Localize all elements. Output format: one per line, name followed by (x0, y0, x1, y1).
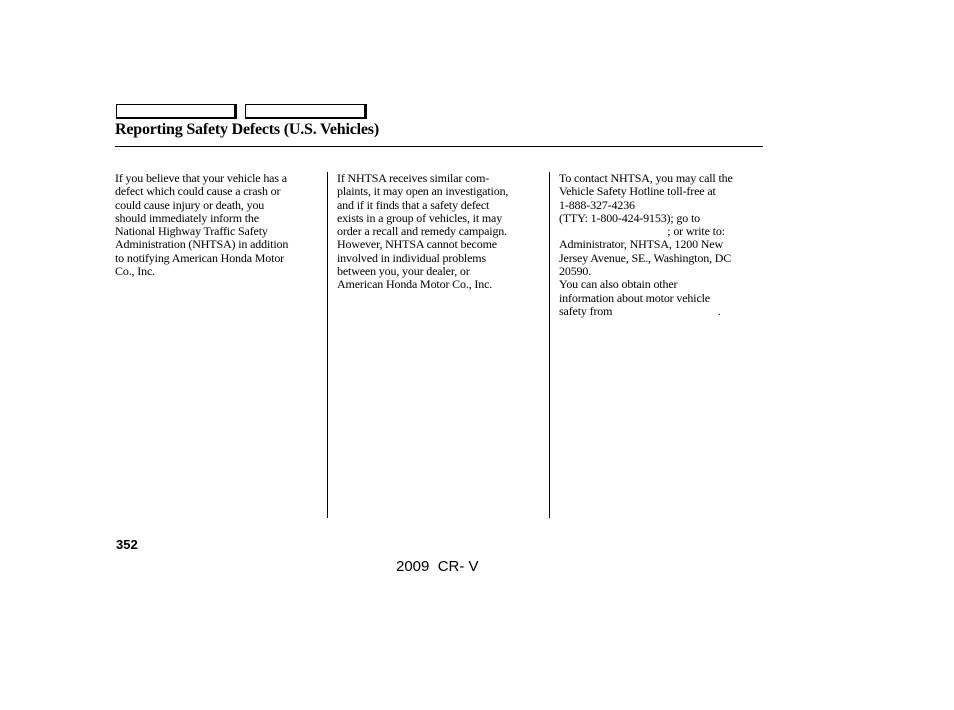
paragraph-line: safety from . (559, 303, 721, 318)
paragraph-line: between you, your dealer, or (337, 264, 470, 279)
column-divider (327, 172, 328, 518)
paragraph-line: and if it finds that a safety defect (337, 197, 490, 212)
paragraph-line: information about motor vehicle (559, 290, 710, 305)
paragraph-line: involved in individual problems (337, 250, 487, 265)
nav-tab-box-1[interactable] (116, 104, 237, 119)
phone-number-line: 1-888-327-4236 (559, 197, 635, 212)
section-title: Reporting Safety Defects (U.S. Vehicles) (115, 121, 379, 138)
text-column-1 (115, 172, 321, 278)
paragraph-line: Co., Inc. (115, 264, 155, 279)
paragraph-line: If NHTSA receives similar com- (337, 171, 490, 185)
paragraph-line: Administration (NHTSA) in addition (115, 237, 289, 252)
page-number: 352 (116, 537, 138, 552)
paragraph-line: order a recall and remedy campaign. (337, 224, 507, 239)
paragraph-line: To contact NHTSA, you may call the (559, 171, 733, 185)
title-underline (115, 146, 763, 147)
nav-tab-box-2[interactable] (245, 104, 367, 119)
tty-number-line: (TTY: 1-800-424-9153); go to (559, 210, 701, 225)
text-column-3 (559, 172, 765, 318)
footer-model-label: 2009 CR- V (396, 558, 479, 575)
address-line: Administrator, NHTSA, 1200 New (559, 237, 724, 252)
paragraph-line: plaints, it may open an investigation, (337, 184, 509, 199)
column-divider (549, 172, 550, 518)
address-line: Jersey Avenue, SE., Washington, DC (559, 250, 732, 265)
paragraph-line: However, NHTSA cannot become (337, 237, 497, 252)
paragraph-line: to notifying American Honda Motor (115, 250, 285, 265)
text-column-2 (337, 172, 543, 292)
paragraph-line: exists in a group of vehicles, it may (337, 210, 503, 225)
address-line: 20590. (559, 264, 592, 279)
paragraph-line: American Honda Motor Co., Inc. (337, 277, 493, 292)
paragraph-line: National Highway Traffic Safety (115, 224, 268, 239)
paragraph-line: defect which could cause a crash or (115, 184, 281, 199)
paragraph-line: should immediately inform the (115, 210, 259, 225)
paragraph-line: If you believe that your vehicle has a (115, 171, 287, 185)
paragraph-line: Vehicle Safety Hotline toll-free at (559, 184, 716, 199)
paragraph-line: could cause injury or death, you (115, 197, 265, 212)
paragraph-line: You can also obtain other (559, 277, 678, 292)
paragraph-line: ; or write to: (559, 224, 725, 239)
